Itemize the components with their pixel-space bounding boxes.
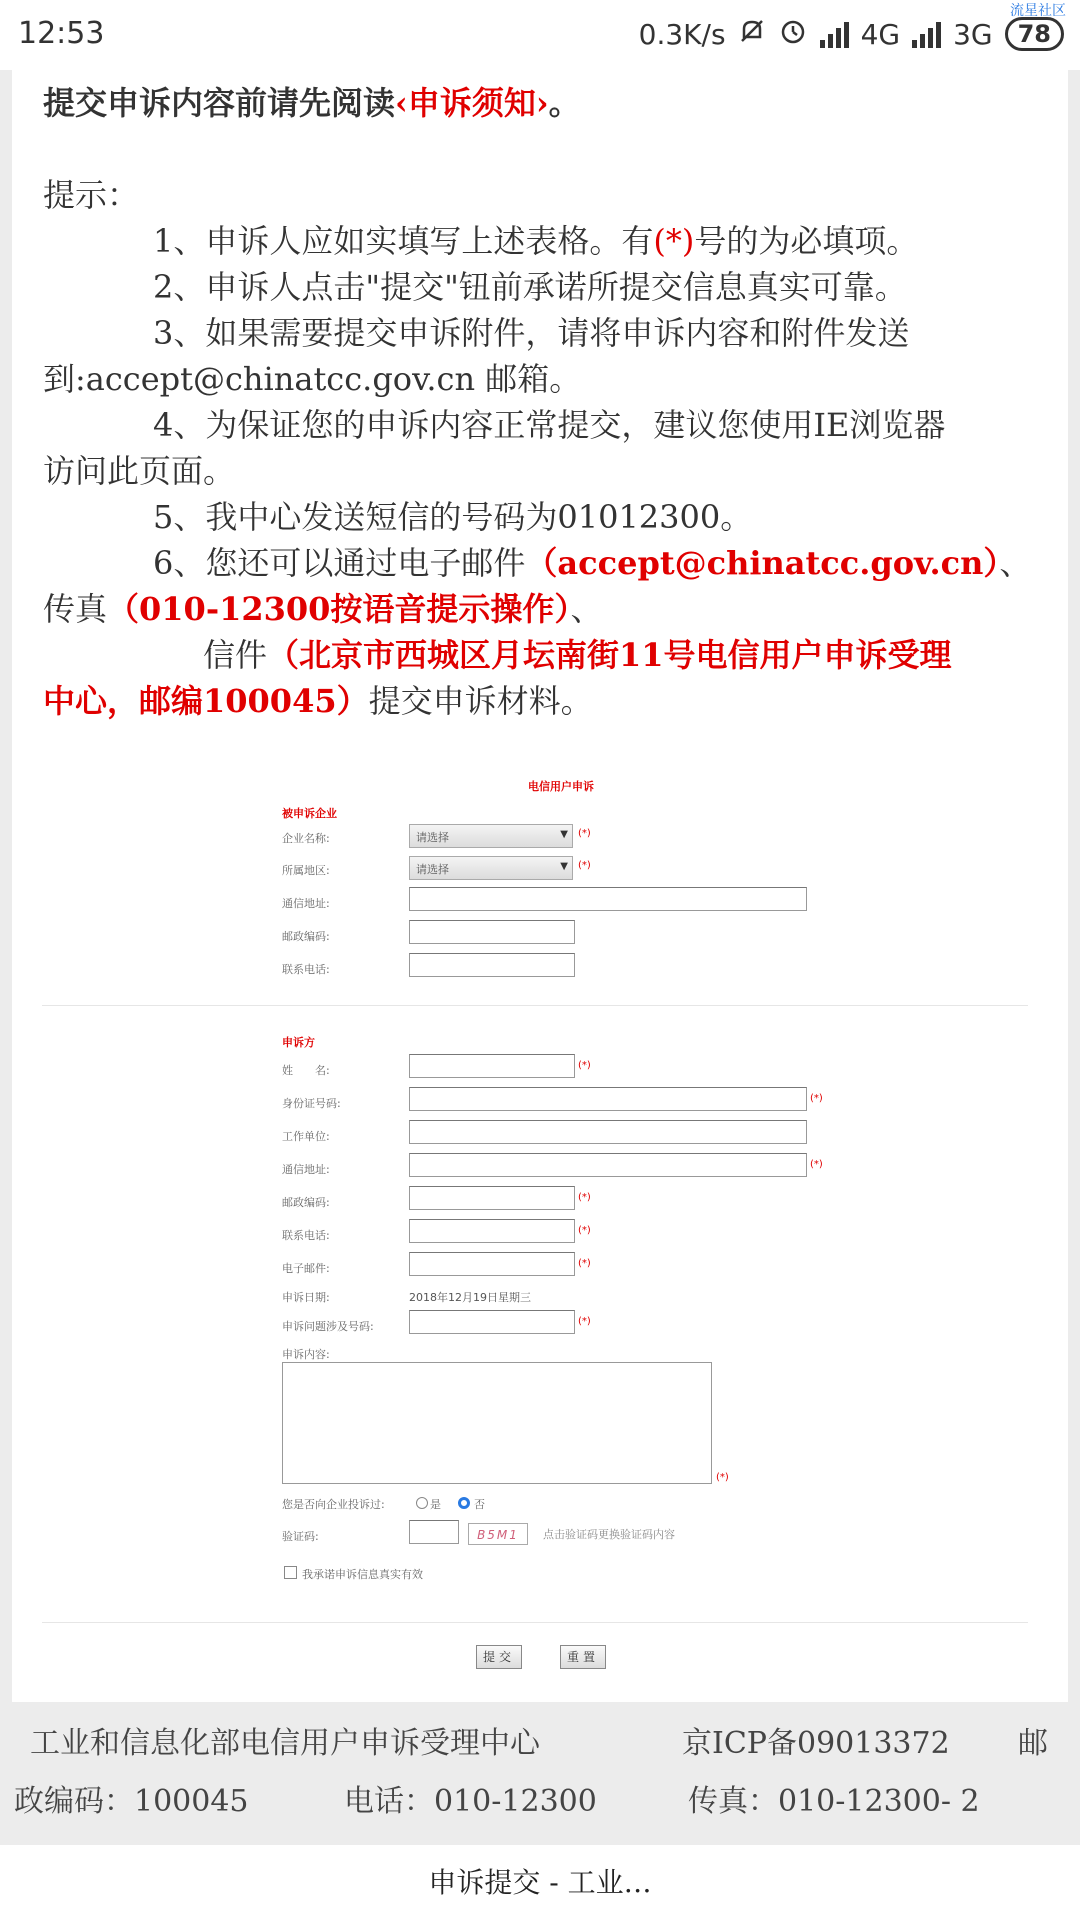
name-input[interactable] (409, 1054, 575, 1078)
footer-zip-a: 邮 (1018, 1726, 1048, 1761)
work-label: 工作单位: (282, 1130, 330, 1143)
hint-item-6: 6、您还可以通过电子邮件（accept@chinatcc.gov.cn）、 (153, 544, 1032, 582)
footer-phone: 电话：010-12300 (344, 1784, 597, 1819)
section-applicant: 申诉方 (282, 1036, 315, 1049)
mute-icon (738, 17, 766, 52)
form-title: 电信用户申诉 (528, 780, 594, 793)
complained-label: 您是否向企业投诉过: (282, 1498, 385, 1511)
company-zip-label: 邮政编码: (282, 930, 330, 943)
status-right (639, 14, 1064, 54)
required-mark: (*) (653, 222, 695, 260)
hint-item-3-cont: 到:accept@chinatcc.gov.cn 邮箱。 (43, 360, 582, 398)
required-mark: (*) (578, 1225, 591, 1236)
hint-item-4: 4、为保证您的申诉内容正常提交，建议您使用IE浏览器 (153, 406, 946, 444)
content-label: 申诉内容: (282, 1348, 330, 1361)
phone-input[interactable] (409, 1219, 575, 1243)
hint-item-5: 5、我中心发送短信的号码为01012300。 (153, 498, 753, 536)
browser-title-bar[interactable] (0, 1845, 1080, 1920)
page-title: 申诉提交 - 工业… (428, 1866, 652, 1899)
company-phone-input[interactable] (409, 953, 575, 977)
contact-address: （北京市西城区月坛南街11号电信用户申诉受理 (267, 636, 952, 674)
required-mark: (*) (578, 1258, 591, 1269)
date-value: 2018年12月19日星期三 (409, 1291, 531, 1304)
network-4g: 4G (860, 17, 901, 51)
page-footer (0, 1702, 1080, 1845)
footer-org: 工业和信息化部电信用户申诉受理中心 (30, 1726, 540, 1761)
hint-item-2: 2、申诉人点击"提交"钮前承诺所提交信息真实可靠。 (153, 268, 907, 306)
required-mark: (*) (578, 1192, 591, 1203)
company-name-label: 企业名称: (282, 832, 330, 845)
left-gutter (0, 70, 12, 1702)
name-label: 姓 名: (282, 1064, 330, 1077)
hint-item-6-end: 中心，邮编100045）提交申诉材料。 (43, 682, 593, 720)
status-bar (0, 0, 1080, 70)
region-select-value: 请选择 (416, 863, 449, 876)
captcha-label: 验证码: (282, 1530, 319, 1543)
alarm-icon (778, 16, 808, 53)
hd-signal-icon (820, 20, 849, 48)
contact-email: （accept@chinatcc.gov.cn） (525, 544, 1000, 582)
zip-label: 邮政编码: (282, 1196, 330, 1209)
required-mark: (*) (810, 1093, 823, 1104)
required-mark: (*) (578, 1316, 591, 1327)
contact-fax: （010-12300按语音提示操作） (107, 590, 571, 628)
hint-item-4-cont: 访问此页面。 (43, 452, 236, 490)
network-speed: 0.3K/s (638, 17, 726, 51)
required-mark: (*) (578, 828, 591, 839)
hint-item-6-letter: 信件（北京市西城区月坛南街11号电信用户申诉受理 (203, 636, 952, 674)
number-label: 申诉问题涉及号码: (282, 1320, 374, 1333)
id-input[interactable] (409, 1087, 807, 1111)
region-select[interactable] (409, 856, 573, 880)
footer-zip-b: 政编码：100045 (14, 1784, 249, 1819)
signal-icon (912, 20, 941, 48)
email-label: 电子邮件: (282, 1262, 330, 1275)
captcha-image[interactable]: B5M1 (468, 1523, 528, 1545)
chevron-down-icon: ▼ (560, 829, 568, 840)
id-label: 身份证号码: (282, 1097, 341, 1110)
chevron-down-icon: ▼ (560, 861, 568, 872)
work-input[interactable] (409, 1120, 807, 1144)
region-label: 所属地区: (282, 864, 330, 877)
footer-icp: 京ICP备09013372 (682, 1726, 950, 1761)
radio-no-label: 否 (474, 1498, 485, 1511)
reset-button[interactable]: 重置 (560, 1645, 606, 1669)
captcha-hint: 点击验证码更换验证码内容 (543, 1528, 675, 1541)
corner-tag: 流星社区 (1010, 3, 1066, 19)
captcha-input[interactable] (409, 1520, 459, 1544)
zip-input[interactable] (409, 1186, 575, 1210)
notice-heading (43, 80, 1033, 126)
required-mark: (*) (716, 1472, 729, 1483)
hint-item-1: 1、申诉人应如实填写上述表格。有(*)号的为必填项。 (153, 222, 919, 260)
submit-button[interactable]: 提交 (476, 1645, 522, 1669)
promise-checkbox[interactable] (284, 1566, 297, 1579)
company-select[interactable] (409, 824, 573, 848)
heading-text: 提交申诉内容前请先阅读 (43, 84, 396, 122)
radio-yes-label: 是 (430, 1498, 441, 1511)
address-input[interactable] (409, 1153, 807, 1177)
status-time: 12:53 (18, 16, 105, 51)
company-address-label: 通信地址: (282, 897, 330, 910)
hint-item-3: 3、如果需要提交申诉附件，请将申诉内容和附件发送 (153, 314, 910, 352)
radio-yes[interactable] (416, 1497, 428, 1509)
notice-link[interactable]: ‹申诉须知› (395, 84, 549, 122)
battery-icon: 78 (1005, 17, 1064, 51)
company-address-input[interactable] (409, 887, 807, 911)
footer-fax: 传真：010-12300- 2 (688, 1784, 980, 1819)
required-mark: (*) (810, 1159, 823, 1170)
company-zip-input[interactable] (409, 920, 575, 944)
section-company: 被申诉企业 (282, 807, 337, 820)
number-input[interactable] (409, 1310, 575, 1334)
required-mark: (*) (578, 1060, 591, 1071)
email-input[interactable] (409, 1252, 575, 1276)
content-textarea[interactable] (282, 1362, 712, 1484)
right-gutter (1068, 70, 1080, 1702)
contact-address-cont: 中心，邮编100045） (43, 682, 369, 720)
hint-label: 提示： (43, 176, 140, 214)
company-select-value: 请选择 (416, 831, 449, 844)
divider (42, 1622, 1028, 1623)
hint-item-6-fax: 传真（010-12300按语音提示操作）、 (43, 590, 603, 628)
address-label: 通信地址: (282, 1163, 330, 1176)
required-mark: (*) (578, 860, 591, 871)
network-3g: 3G (953, 17, 993, 51)
promise-label: 我承诺申诉信息真实有效 (302, 1568, 423, 1581)
radio-no[interactable] (458, 1497, 470, 1509)
notice-text (43, 80, 1033, 724)
phone-label: 联系电话: (282, 1229, 330, 1242)
company-phone-label: 联系电话: (282, 963, 330, 976)
heading-suffix: 。 (548, 84, 581, 122)
divider (42, 1005, 1028, 1006)
date-label: 申诉日期: (282, 1291, 330, 1304)
